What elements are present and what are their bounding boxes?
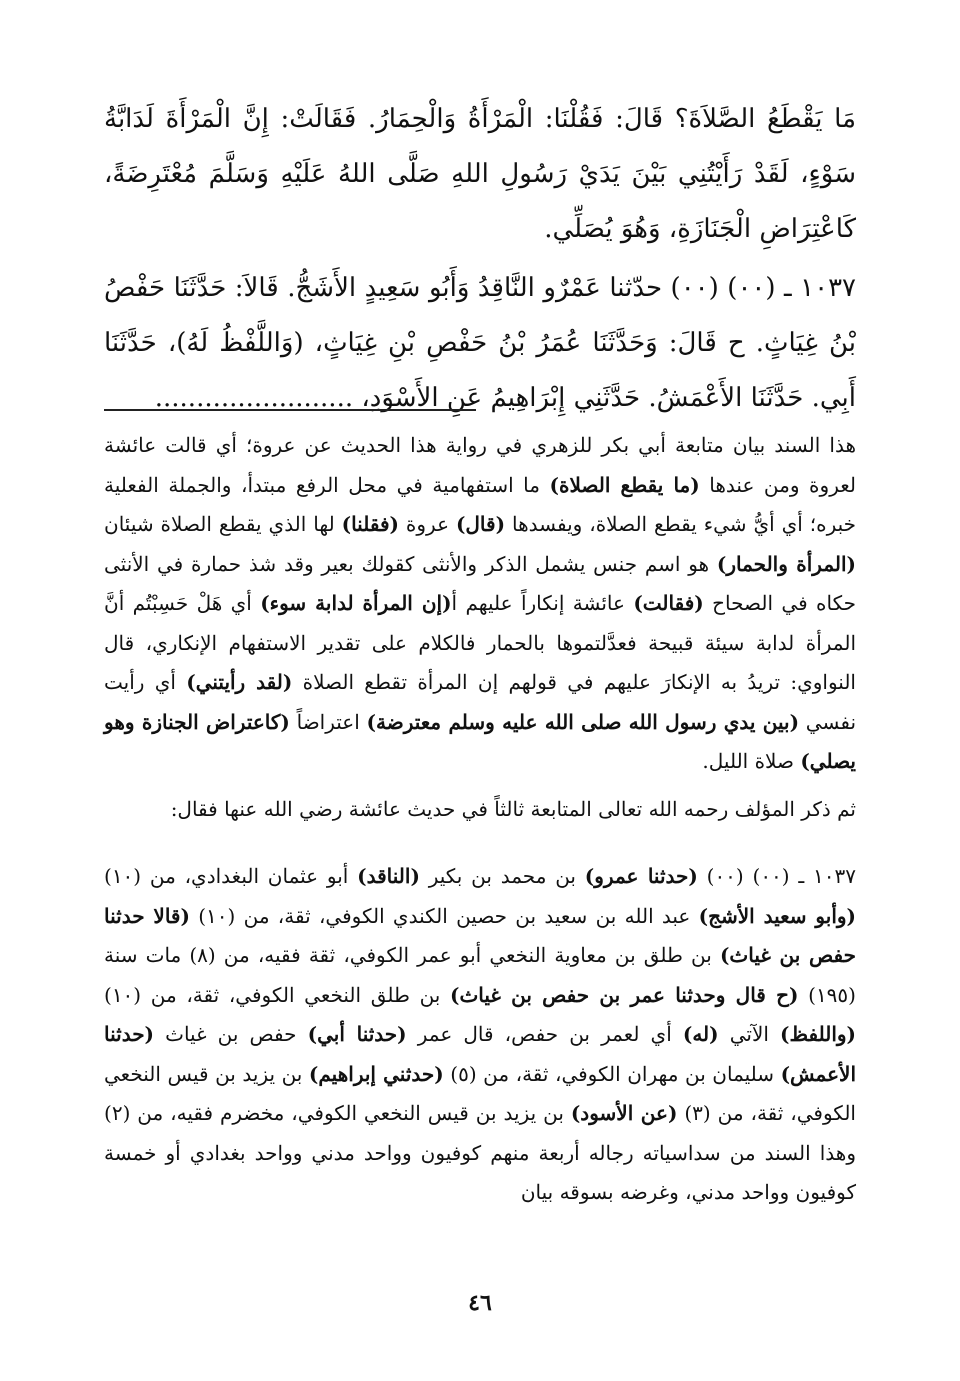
commentary-quote: (الناقد) (357, 864, 420, 888)
commentary-quote: (قالا حدثنا حفص بن غياث) (104, 903, 856, 967)
commentary-text: بن طلق بن معاوية النخعي أبو عمر الكوفي، ثقة فقيه، من (٨) مات سنة (١٩٥) (104, 943, 856, 1007)
commentary-quote: (وأبو سعيد الأشج) (698, 903, 856, 928)
commentary-text: بن يزيد بن قيس النخعي الكوفي، مخضرم فقيه، من (٢) وهذا السند من سداسياته رجاله أربعة منهم كوفيون وواحد مدني وواحد بغدادي أو خمسة كوفيون وواحد مدني، وغرضه بسوقه بيان (104, 1101, 856, 1204)
commentary-quote: (فقالت) (633, 591, 704, 615)
commentary-text: أي لعمر بن حفص، قال عمر (406, 1022, 683, 1046)
commentary-paragraph-3 (104, 857, 856, 1213)
commentary-quote: (قال) (455, 512, 506, 536)
commentary-text: عائشة إنكاراً عليهم أ (451, 591, 634, 615)
commentary-text: اعتراضاً (289, 709, 367, 734)
commentary-quote: (كاعتراض الجنازة وهو يصلي) (104, 709, 856, 773)
commentary-quote: (حدثني إبراهيم) (308, 1061, 444, 1086)
commentary-text: هو اسم جنس يشمل الذكر والأنثى كقولك بعير وقد شذ حمارة في الأنثى حكاه في الصحاح (104, 551, 856, 615)
hadith-text-block (104, 92, 856, 426)
commentary-text: عروة (398, 512, 456, 536)
commentary-text: بن طلق النخعي الكوفي، ثقة، من (١٠) (104, 982, 451, 1007)
commentary-paragraph-2: ثم ذكر المؤلف رحمه الله تعالى المتابعة ثالثاً في حديث عائشة رضي الله عنها فقال: (170, 796, 856, 821)
page-number: ٤٦ (468, 1290, 492, 1316)
commentary-text: هذا السند بيان متابعة أبي بكر للزهري في رواية هذا الحديث عن عروة؛ أي قالت عائشة لعروة ومن عندها (104, 433, 856, 497)
commentary-quote: (إن المرأة لدابة سوء) (260, 591, 452, 615)
commentary-text: بن محمد بن بكير (419, 864, 585, 888)
commentary-text: سليمان بن مهران الكوفي، ثقة، من (٥) (443, 1061, 781, 1086)
commentary-text: أي رأيت نفسي (104, 670, 857, 734)
commentary-quote: (حدثنا عمرو) (584, 864, 698, 888)
hadith-paragraph-1: مَا يَقْطَعُ الصَّلاَةَ؟ قَالَ: فَقُلْنَا: الْمَرْأَةُ وَالْحِمَارُ. فَقَالَتْ: إِنَّ الْمَرْأَةَ لَدَابَّةُ سَوْءٍ، لَقَدْ رَأَيْتُنِي بَيْنَ يَدَيْ رَسُولِ اللهِ صَلَّى اللهُ عَلَيْهِ وَسَلَّمَ مُعْتَرِضَةً، كَاعْتِرَاضِ الْجَنَازَةِ، وَهُوَ يُصَلِّي. (104, 104, 856, 244)
commentary-text: أي هَلْ حَسِبْتُم أنَّ المرأة لدابة سيئة قبيحة فعدَّلتموها بالحمار فالكلام على تقدير الاستفهام الإنكاري، قال النواوي: تريدُ به الإنكارَ عليهم في قولهم إن المرأة تقطع الصلاة (104, 591, 856, 694)
commentary-quote: (فقلنا) (341, 512, 399, 536)
commentary-quote: (المرأة والحمار) (716, 551, 856, 576)
commentary-block (104, 426, 856, 1213)
commentary-text: بن يزيد بن قيس النخعي الكوفي، ثقة، من (٣) (104, 1061, 856, 1125)
footnote-separator (104, 409, 476, 411)
commentary-text: الآتي (718, 1022, 781, 1046)
commentary-text: صلاة الليل. (702, 749, 801, 773)
commentary-quote: (ما يقطع الصلاة) (549, 472, 700, 497)
commentary-quote: (واللفظ) (780, 1022, 857, 1046)
commentary-text: أبو عثمان البغدادي، من (١٠) (104, 864, 358, 888)
commentary-text: حفص بن غياث (154, 1022, 308, 1046)
commentary-quote: (له) (682, 1022, 719, 1046)
commentary-text: لها الذي يقطع الصلاة شيئان (104, 512, 342, 536)
commentary-text: ١٠٣٧ ـ (٠٠) (٠٠) (697, 864, 856, 888)
commentary-paragraph-1 (104, 426, 856, 782)
commentary-quote: (حدثنا الأعمش) (104, 1022, 857, 1086)
hadith-paragraph-2: ١٠٣٧ ـ (٠٠) (٠٠) حدّثنا عَمْرٌو النَّاقِدُ وَأَبُو سَعِيدٍ الأَشَجُّ. قَالاَ: حَدَّثَنَا حَفْصُ بْنُ غِيَاثٍ. ح قَالَ: وَحَدَّثَنَا عُمَرُ بْنُ حَفْصِ بْنِ غِيَاثٍ، (وَاللَّفْظُ لَهُ)، حَدَّثَنَا أَبِي. حَدَّثَنَا الأَعْمَشُ. حَدَّثَنِي إِبْرَاهِيمُ عَنِ الأَسْوَدِ، ........................ (104, 273, 856, 413)
commentary-quote: (ح قال وحدثنا عمر بن حفص بن غياث) (450, 982, 799, 1007)
commentary-quote: (حدثنا أبي) (307, 1022, 407, 1046)
commentary-text: عبد الله بن سعيد بن حصين الكندي الكوفي، ثقة، من (١٠) (189, 903, 699, 928)
commentary-text: ما استفهامية في محل الرفع مبتدأ، والجملة الفعلية خبره؛ أي أيُّ شيء يقطع الصلاة، ويفسدها (104, 472, 856, 536)
commentary-quote: (بين يدي رسول الله صلى الله عليه وسلم معترضة) (366, 709, 800, 734)
commentary-quote: (عن الأسود) (570, 1101, 678, 1125)
commentary-quote: (لقد رأيتني) (186, 670, 293, 694)
